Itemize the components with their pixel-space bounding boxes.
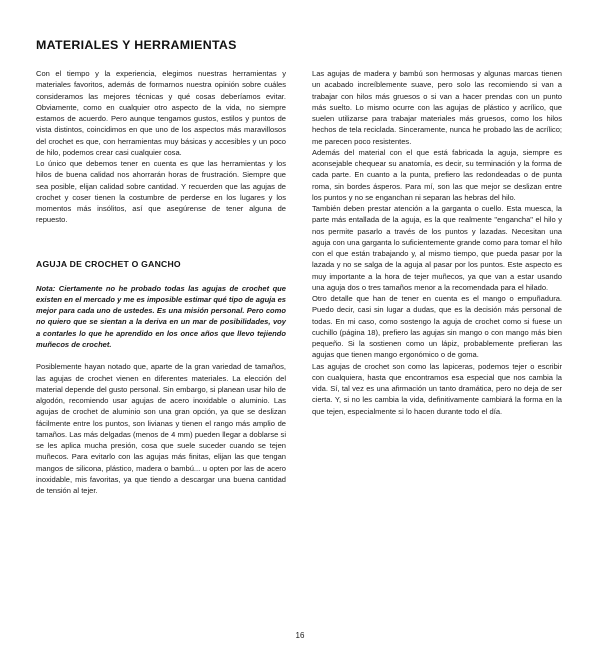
paragraph: Otro detalle que han de tener en cuenta es el mango o empuñadura. Puedo decir, casi sin lugar a dudas, que es la decisión más personal de todas. En mi caso, como sostengo la aguja de crochet como si fuese un cuchillo (página 18), prefiero las agujas sin mango o con mango más bien pequeño. Si la sostienen como un lápiz, probablemente prefieran las agujas que tienen mango ergonómico o de goma. bbox=[312, 294, 562, 360]
paragraph: Las agujas de madera y bambú son hermosas y algunas marcas tienen un acabado increíblemente suave, pero solo las recomiendo si van a trabajar con hilos más gruesos o si van a hacer prendas con un punto más suelto. Lo mismo ocurre con las agujas de plástico y acrílico, que suelen utilizarse para trabajar materiales más gruesos, como los hilos hechos de tela reciclada. Sinceramente, nunca he probado las de acrílico; me parecen poco resistentes. bbox=[312, 69, 562, 146]
note-paragraph: Nota: Ciertamente no he probado todas las agujas de crochet que existen en el mercado y me es imposible estimar qué tipo de aguja es mejor para cada uno de ustedes. Es una misión personal. Pero como no quiero que se sientan a la deriva en un mar de posibilidades, voy a contarles lo que he aprendido en los once años que llevo tejiendo muñecos de crochet. bbox=[36, 283, 286, 349]
paragraph: Con el tiempo y la experiencia, elegimos nuestras herramientas y materiales favoritos, además de formarnos nuestra opinión sobre cuáles consideramos las mejores técnicas y qué cosas deberíamos evitar. Obviamente, como en cualquier otro aspecto de la vida, no siempre estamos de acuerdo. Pero aunque tengamos gustos, estilos y puntos de vista distintos, coincidimos en que uno de los aspectos más maravillosos del crochet es que, con herramientas muy básicas y accesibles y un poco de hilo, podemos crear casi cualquier cosa. bbox=[36, 69, 286, 157]
page-number: 16 bbox=[295, 631, 305, 640]
right-column bbox=[312, 68, 562, 417]
left-column bbox=[36, 68, 286, 496]
two-column-layout bbox=[36, 68, 564, 496]
paragraph: Las agujas de crochet son como las lapiceras, podemos tejer o escribir con cualquiera, hasta que encontramos esa especial que nos cambia la vida. Sí, tal vez es una afirmación un tanto dramática, pero no deja de ser cierta. Y, si no les cambia la vida, definitivamente cambiará la forma en la que tejen, especialmente si lo hacen durante todo el día. bbox=[312, 361, 562, 416]
page-title: MATERIALES Y HERRAMIENTAS bbox=[36, 38, 237, 52]
paragraph: Posiblemente hayan notado que, aparte de la gran variedad de tamaños, las agujas de crochet vienen en diferentes materiales. La elección del material depende del gusto personal. Sin embargo, si planean usar hilo de algodón, recomiendo usar agujas de acero inoxidable o aluminio. Las agujas de crochet de aluminio son una gran opción, ya que se deslizan fácilmente entre los puntos, son livianas y tienen el rango más amplio de tamaños. Las más delgadas (menos de 4 mm) pueden llegar a doblarse si se les aplica mucha presión, cosa que suele suceder cuando se tejen muñecos. Para evitarlo con las agujas más finitas, elijan las que tengan mangos de silicona, plástico, madera o bambú... u opten por las de acero inoxidable, mis favoritas, ya que tiendo a descargar una buena cantidad de tensión al tejer. bbox=[36, 362, 286, 495]
paragraph: Además del material con el que está fabricada la aguja, siempre es aconsejable chequear su anatomía, es decir, su terminación y la forma de cada parte. En cuanto a la punta, prefiero las redondeadas o de punta roma, sin bordes ásperos. Para mí, son las que mejor se deslizan entre los puntos y no se enganchan ni separan las hebras del hilo. bbox=[312, 147, 562, 202]
paragraph: Lo único que debemos tener en cuenta es que las herramientas y los hilos de buena calidad nos ahorrarán horas de frustración. Siempre que sea posible, elijan calidad sobre cantidad. Y recuerden que las agujas de crochet y coser tienen la costumbre de perderse en los lugares y los momentos más insólitos, así que asegúrense de tener alguna de repuesto. bbox=[36, 159, 286, 225]
paragraph: También deben prestar atención a la garganta o cuello. Esta muesca, la parte más entallada de la aguja, es la que realmente "engancha" el hilo y nos permite pasarlo a través de los puntos y lazadas. Necesitan una aguja con una garganta lo suficientemente grande como para tomar el hilo con el que están trabajando y, al mismo tiempo, que pueda pasar por la lazada y no se salga de la aguja al pasar por los puntos. Este aspecto es muy importante a la hora de tejer muñecos, ya que van a estar usando una aguja dos o tres tamaños menor a la recomendada para el hilado. bbox=[312, 204, 562, 292]
section-heading: AGUJA DE CROCHET O GANCHO bbox=[36, 258, 181, 269]
